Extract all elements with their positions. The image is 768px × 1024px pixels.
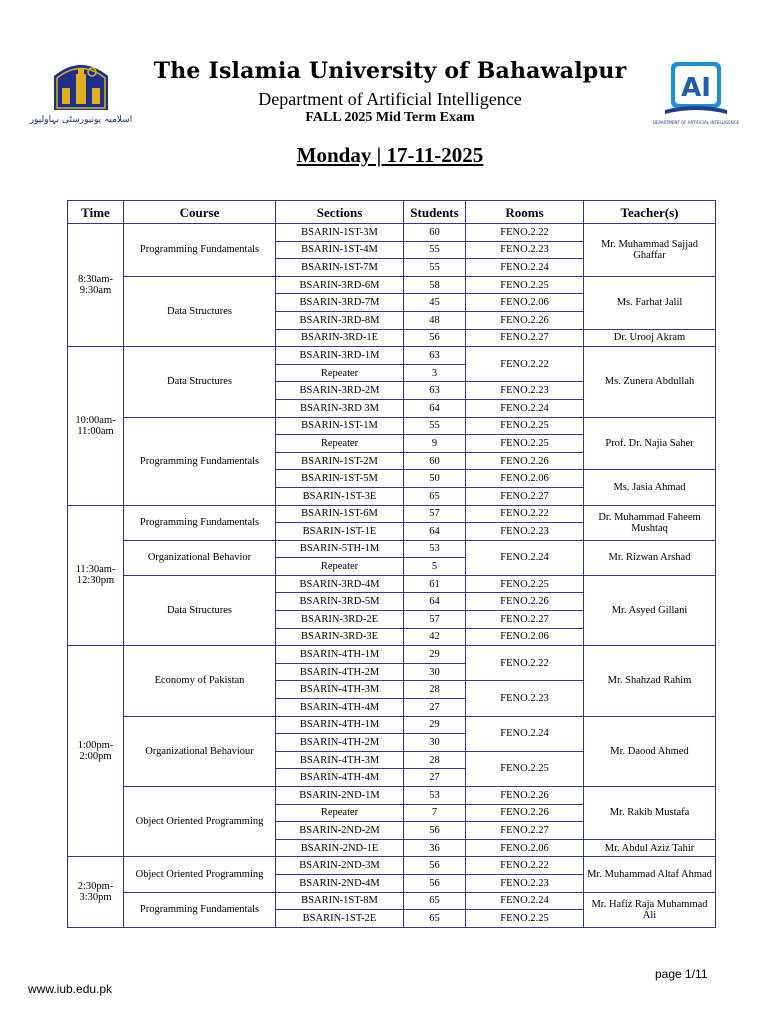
students-cell: 57 — [404, 611, 466, 629]
section-cell: BSARIN-2ND-1E — [276, 839, 404, 857]
section-cell: BSARIN-2ND-4M — [276, 874, 404, 892]
teacher-cell: Mr. Muhammad Sajjad Ghaffar — [584, 224, 716, 277]
teacher-cell: Dr. Urooj Akram — [584, 329, 716, 347]
teacher-cell: Mr. Abdul Aziz Tahir — [584, 839, 716, 857]
students-cell: 60 — [404, 452, 466, 470]
section-cell: BSARIN-1ST-8M — [276, 892, 404, 910]
students-cell: 28 — [404, 681, 466, 699]
room-cell: FENO.2.25 — [466, 910, 584, 928]
page-number: page 1/11 — [655, 967, 708, 981]
students-cell: 28 — [404, 751, 466, 769]
teacher-cell: Ms. Zunera Abdullah — [584, 347, 716, 417]
exam-date: Monday | 17-11-2025 — [296, 143, 484, 167]
room-cell: FENO.2.23 — [466, 523, 584, 541]
section-cell: BSARIN-1ST-3M — [276, 224, 404, 242]
section-cell: BSARIN-3RD-1E — [276, 329, 404, 347]
table-row — [68, 224, 716, 242]
section-cell: BSARIN-3RD-6M — [276, 276, 404, 294]
students-cell: 55 — [404, 259, 466, 277]
students-cell: 5 — [404, 558, 466, 576]
room-cell: FENO.2.26 — [466, 311, 584, 329]
section-cell: BSARIN-3RD 3M — [276, 399, 404, 417]
students-cell: 30 — [404, 734, 466, 752]
section-cell: BSARIN-1ST-2M — [276, 452, 404, 470]
room-cell: FENO.2.24 — [466, 399, 584, 417]
room-cell: FENO.2.24 — [466, 892, 584, 910]
students-cell: 56 — [404, 822, 466, 840]
students-cell: 29 — [404, 646, 466, 664]
header-rooms: Rooms — [466, 201, 584, 224]
room-cell: FENO.2.24 — [466, 259, 584, 277]
table-row — [68, 716, 716, 734]
room-cell: FENO.2.24 — [466, 716, 584, 751]
course-cell: Programming Fundamentals — [124, 224, 276, 277]
room-cell: FENO.2.23 — [466, 874, 584, 892]
students-cell: 3 — [404, 364, 466, 382]
students-cell: 55 — [404, 417, 466, 435]
room-cell: FENO.2.26 — [466, 804, 584, 822]
section-cell: BSARIN-3RD-2M — [276, 382, 404, 400]
teacher-cell: Mr. Muhammad Altaf Ahmad — [584, 857, 716, 892]
time-cell: 8:30am- 9:30am — [68, 224, 124, 347]
section-cell: Repeater — [276, 364, 404, 382]
section-cell: BSARIN-2ND-1M — [276, 787, 404, 805]
students-cell: 58 — [404, 276, 466, 294]
table-row — [68, 646, 716, 664]
students-cell: 45 — [404, 294, 466, 312]
section-cell: BSARIN-3RD-2E — [276, 611, 404, 629]
room-cell: FENO.2.25 — [466, 751, 584, 786]
header-time: Time — [68, 201, 124, 224]
room-cell: FENO.2.25 — [466, 417, 584, 435]
table-row — [68, 347, 716, 365]
section-cell: BSARIN-3RD-3E — [276, 628, 404, 646]
students-cell: 27 — [404, 699, 466, 717]
department-name: Department of Artificial Intelligence — [258, 89, 522, 109]
students-cell: 64 — [404, 593, 466, 611]
students-cell: 65 — [404, 910, 466, 928]
students-cell: 64 — [404, 399, 466, 417]
section-cell: BSARIN-4TH-1M — [276, 716, 404, 734]
header-teachers: Teacher(s) — [584, 201, 716, 224]
room-cell: FENO.2.23 — [466, 681, 584, 716]
students-cell: 30 — [404, 663, 466, 681]
course-cell: Data Structures — [124, 347, 276, 417]
students-cell: 65 — [404, 892, 466, 910]
room-cell: FENO.2.22 — [466, 347, 584, 382]
room-cell: FENO.2.25 — [466, 276, 584, 294]
room-cell: FENO.2.24 — [466, 540, 584, 575]
header-students: Students — [404, 201, 466, 224]
section-cell: Repeater — [276, 558, 404, 576]
course-cell: Economy of Pakistan — [124, 646, 276, 716]
footer-url: www.iub.edu.pk — [28, 982, 113, 996]
room-cell: FENO.2.22 — [466, 857, 584, 875]
course-cell: Programming Fundamentals — [124, 505, 276, 540]
section-cell: BSARIN-3RD-8M — [276, 311, 404, 329]
teacher-cell: Prof. Dr. Najia Saher — [584, 417, 716, 470]
room-cell: FENO.2.06 — [466, 628, 584, 646]
room-cell: FENO.2.27 — [466, 329, 584, 347]
students-cell: 55 — [404, 241, 466, 259]
course-cell: Object Oriented Programming — [124, 787, 276, 857]
course-cell: Programming Fundamentals — [124, 892, 276, 927]
room-cell: FENO.2.23 — [466, 241, 584, 259]
teacher-cell: Mr. Rakib Mustafa — [584, 787, 716, 840]
section-cell: BSARIN-4TH-4M — [276, 769, 404, 787]
table-row — [68, 505, 716, 523]
course-cell: Object Oriented Programming — [124, 857, 276, 892]
students-cell: 36 — [404, 839, 466, 857]
time-cell: 10:00am- 11:00am — [68, 347, 124, 505]
room-cell: FENO.2.22 — [466, 646, 584, 681]
header-course: Course — [124, 201, 276, 224]
students-cell: 63 — [404, 382, 466, 400]
header-sections: Sections — [276, 201, 404, 224]
section-cell: BSARIN-1ST-4M — [276, 241, 404, 259]
time-cell: 11:30am- 12:30pm — [68, 505, 124, 646]
section-cell: BSARIN-4TH-4M — [276, 699, 404, 717]
students-cell: 50 — [404, 470, 466, 488]
teacher-cell: Ms. Jasia Ahmad — [584, 470, 716, 505]
room-cell: FENO.2.25 — [466, 575, 584, 593]
course-cell: Organizational Behaviour — [124, 716, 276, 786]
teacher-cell: Mr. Shahzad Rahim — [584, 646, 716, 716]
students-cell: 53 — [404, 540, 466, 558]
section-cell: BSARIN-1ST-7M — [276, 259, 404, 277]
table-header-row — [68, 201, 716, 224]
students-cell: 56 — [404, 329, 466, 347]
section-cell: BSARIN-1ST-5M — [276, 470, 404, 488]
room-cell: FENO.2.22 — [466, 224, 584, 242]
exam-schedule-table — [67, 200, 716, 928]
section-cell: BSARIN-2ND-2M — [276, 822, 404, 840]
students-cell: 63 — [404, 347, 466, 365]
section-cell: BSARIN-1ST-6M — [276, 505, 404, 523]
university-name: The Islamia University of Bahawalpur — [153, 58, 627, 84]
course-cell: Data Structures — [124, 575, 276, 645]
teacher-cell: Mr. Asyed Gillani — [584, 575, 716, 645]
section-cell: BSARIN-4TH-2M — [276, 734, 404, 752]
course-cell: Organizational Behavior — [124, 540, 276, 575]
students-cell: 42 — [404, 628, 466, 646]
section-cell: BSARIN-1ST-1E — [276, 523, 404, 541]
exam-title: FALL 2025 Mid Term Exam — [305, 110, 475, 125]
section-cell: BSARIN-1ST-3E — [276, 487, 404, 505]
table-row — [68, 276, 716, 294]
table-row — [68, 575, 716, 593]
room-cell: FENO.2.06 — [466, 294, 584, 312]
room-cell: FENO.2.26 — [466, 452, 584, 470]
table-row — [68, 892, 716, 910]
department-logo — [652, 58, 740, 130]
room-cell: FENO.2.23 — [466, 382, 584, 400]
room-cell: FENO.2.26 — [466, 593, 584, 611]
students-cell: 27 — [404, 769, 466, 787]
room-cell: FENO.2.25 — [466, 435, 584, 453]
section-cell: BSARIN-1ST-1M — [276, 417, 404, 435]
logo-right-caption: DEPARTMENT OF ARTIFICIAL INTELLIGENCE — [652, 120, 740, 125]
section-cell: BSARIN-3RD-4M — [276, 575, 404, 593]
students-cell: 7 — [404, 804, 466, 822]
university-logo — [29, 58, 133, 126]
time-cell: 2:30pm- 3:30pm — [68, 857, 124, 927]
section-cell: BSARIN-3RD-7M — [276, 294, 404, 312]
students-cell: 56 — [404, 857, 466, 875]
room-cell: FENO.2.27 — [466, 611, 584, 629]
section-cell: BSARIN-4TH-1M — [276, 646, 404, 664]
teacher-cell: Mr. Hafiz Raja Muhammad Ali — [584, 892, 716, 927]
time-cell: 1:00pm- 2:00pm — [68, 646, 124, 857]
teacher-cell: Mr. Rizwan Arshad — [584, 540, 716, 575]
students-cell: 57 — [404, 505, 466, 523]
logo-left-caption: اسلامیہ یونیورسٹی بہاولپور — [29, 115, 133, 125]
section-cell: BSARIN-1ST-2E — [276, 910, 404, 928]
course-cell: Data Structures — [124, 276, 276, 346]
section-cell: BSARIN-2ND-3M — [276, 857, 404, 875]
section-cell: BSARIN-3RD-5M — [276, 593, 404, 611]
section-cell: BSARIN-4TH-2M — [276, 663, 404, 681]
table-row — [68, 540, 716, 558]
students-cell: 9 — [404, 435, 466, 453]
section-cell: BSARIN-4TH-3M — [276, 681, 404, 699]
students-cell: 65 — [404, 487, 466, 505]
students-cell: 29 — [404, 716, 466, 734]
room-cell: FENO.2.27 — [466, 822, 584, 840]
table-row — [68, 417, 716, 435]
room-cell: FENO.2.27 — [466, 487, 584, 505]
teacher-cell: Dr. Muhammad Faheem Mushtaq — [584, 505, 716, 540]
room-cell: FENO.2.22 — [466, 505, 584, 523]
students-cell: 61 — [404, 575, 466, 593]
table-row — [68, 857, 716, 875]
section-cell: BSARIN-3RD-1M — [276, 347, 404, 365]
room-cell: FENO.2.26 — [466, 787, 584, 805]
table-row — [68, 787, 716, 805]
section-cell: BSARIN-4TH-3M — [276, 751, 404, 769]
students-cell: 48 — [404, 311, 466, 329]
students-cell: 64 — [404, 523, 466, 541]
students-cell: 60 — [404, 224, 466, 242]
logo-right-letters: AI — [681, 73, 711, 103]
teacher-cell: Mr. Daood Ahmed — [584, 716, 716, 786]
students-cell: 56 — [404, 874, 466, 892]
section-cell: Repeater — [276, 804, 404, 822]
section-cell: Repeater — [276, 435, 404, 453]
room-cell: FENO.2.06 — [466, 470, 584, 488]
section-cell: BSARIN-5TH-1M — [276, 540, 404, 558]
students-cell: 53 — [404, 787, 466, 805]
teacher-cell: Ms. Farhat Jalil — [584, 276, 716, 329]
room-cell: FENO.2.06 — [466, 839, 584, 857]
course-cell: Programming Fundamentals — [124, 417, 276, 505]
